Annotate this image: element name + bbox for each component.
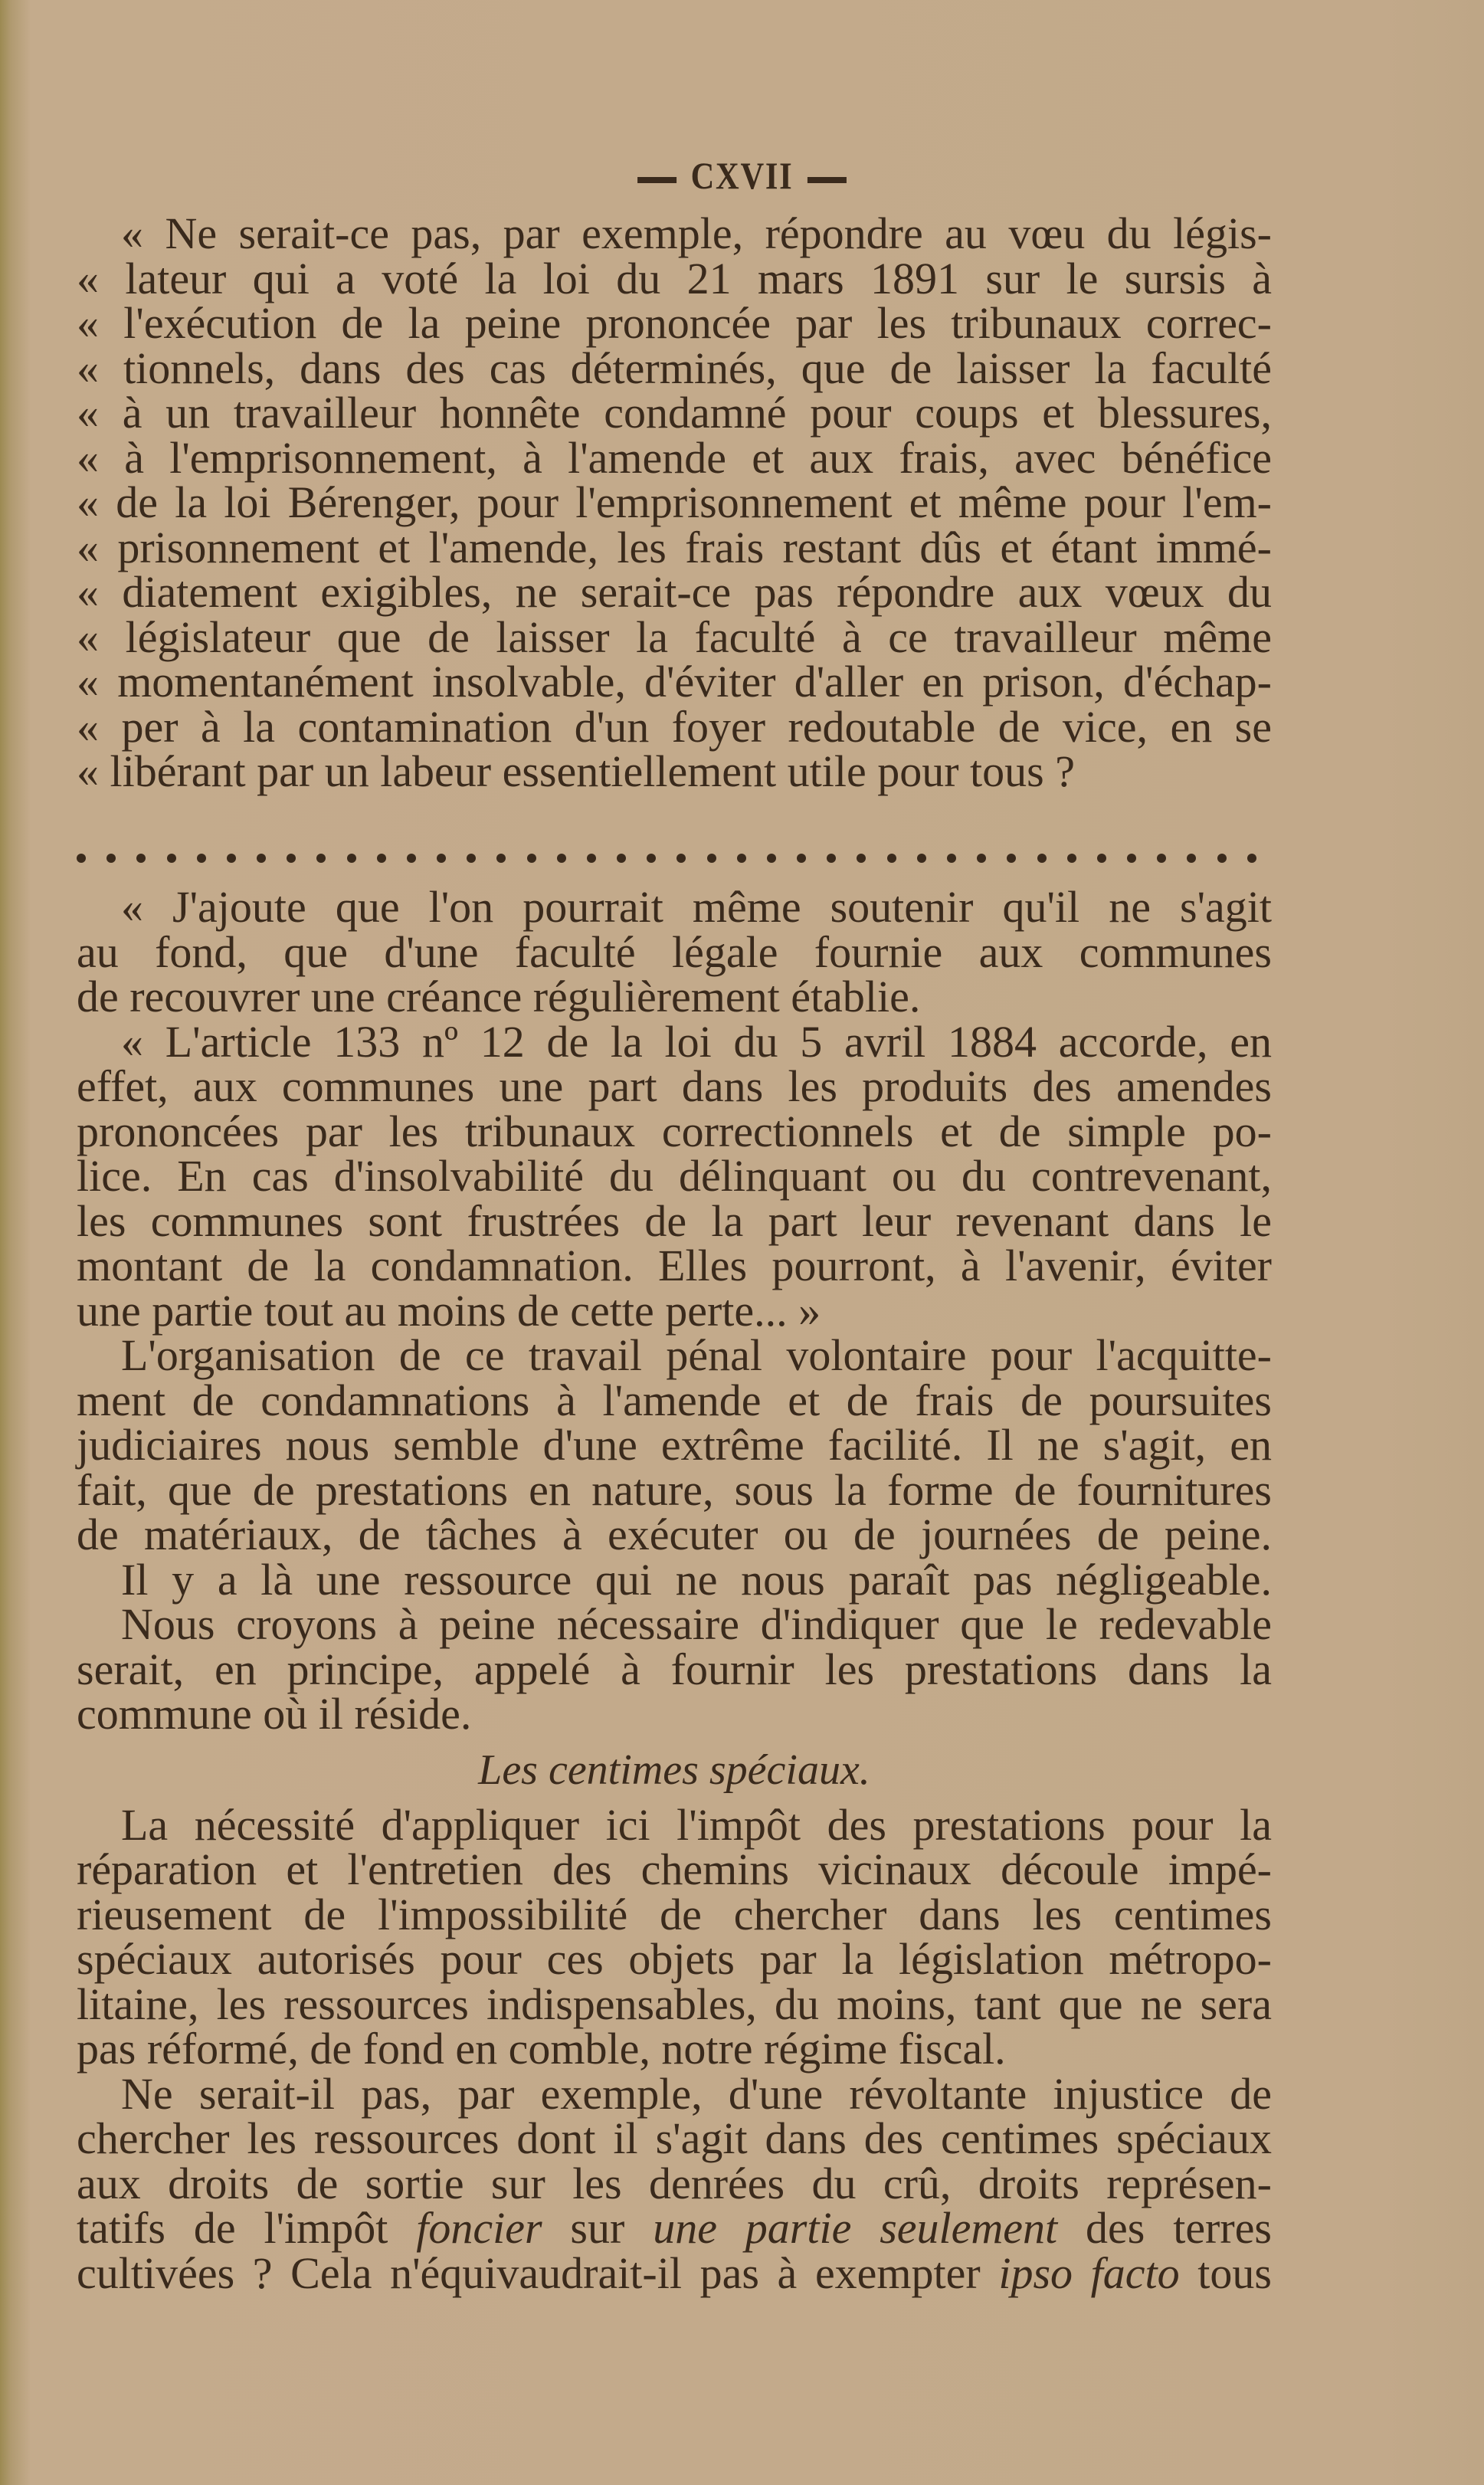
dot	[1037, 854, 1047, 863]
quote-line: « per à la contamination d'un foyer redoutable de vice, en se	[77, 701, 1272, 752]
dot	[977, 854, 986, 863]
dotted-separator	[77, 835, 1272, 881]
dot	[347, 854, 356, 863]
dot	[377, 854, 386, 863]
dot	[737, 854, 746, 863]
dot	[527, 854, 536, 863]
dot	[1127, 854, 1136, 863]
dot	[857, 854, 866, 863]
dot	[707, 854, 716, 863]
body-line: ment de condamnations à l'amende et de frais de poursuites	[77, 1375, 1272, 1425]
header-dash-right	[808, 177, 847, 183]
section-line	[77, 2158, 1272, 2208]
dot	[676, 854, 686, 863]
dot	[1187, 854, 1196, 863]
body-line: judiciaires nous semble d'une extrême facilité. Il ne s'agit, en	[77, 1420, 1272, 1470]
dot	[617, 854, 626, 863]
dot	[1217, 854, 1227, 863]
dot	[197, 854, 206, 863]
section-line	[77, 2113, 1272, 2163]
dot	[947, 854, 956, 863]
text-run: cultivées ? Cela n'équivaudrait-il pas à exempter	[77, 2247, 999, 2298]
dot	[167, 854, 176, 863]
quote-line: « Ne serait-ce pas, par exemple, répondre au vœu du légis-	[121, 208, 1272, 258]
quote-line: prononcées par les tribunaux correctionnels et de simple po-	[77, 1106, 1272, 1156]
italic-text: foncier	[416, 2203, 542, 2253]
quote-line: au fond, que d'une faculté légale fournie aux communes	[77, 926, 1272, 977]
text-run: tous	[1179, 2247, 1272, 2298]
text-run: Ne serait-il pas, par exemple, d'une révoltante injustice de	[121, 2068, 1272, 2119]
quote-block-2	[77, 882, 1273, 2298]
body-line: serait, en principe, appelé à fournir les prestations dans la	[77, 1644, 1272, 1694]
body-line: de matériaux, de tâches à exécuter ou de journées de peine.	[77, 1510, 1272, 1559]
dot	[1097, 854, 1106, 863]
dot	[136, 854, 146, 863]
text-run: des terres	[1057, 2203, 1273, 2253]
body-line: Nous croyons à peine nécessaire d'indiquer que le redevable	[121, 1599, 1272, 1649]
quote-line: lice. En cas d'insolvabilité du délinquant ou du contrevenant,	[77, 1151, 1272, 1201]
section-line	[77, 2247, 1272, 2298]
dot	[1007, 854, 1016, 863]
dot	[467, 854, 476, 863]
section-line: réparation et l'entretien des chemins vicinaux découle impé-	[77, 1844, 1272, 1894]
quote-line: « diatement exigibles, ne serait-ce pas répondre aux vœux du	[77, 567, 1272, 617]
dot	[257, 854, 266, 863]
section-line: rieusement de l'impossibilité de chercher dans les centimes	[77, 1889, 1272, 1939]
section-line: La nécessité d'appliquer ici l'impôt des prestations pour la	[121, 1799, 1272, 1850]
section-line	[77, 2068, 1272, 2119]
dot	[496, 854, 506, 863]
quote-block-1	[77, 208, 1272, 796]
italic-text: ipso facto	[998, 2247, 1180, 2298]
dot	[887, 854, 896, 863]
body-line: Il y a là une ressource qui ne nous paraît pas négligeable.	[121, 1554, 1272, 1605]
dot	[557, 854, 566, 863]
italic-text: une partie seulement	[653, 2203, 1058, 2253]
dot	[647, 854, 656, 863]
ellipsis-dots	[77, 835, 1256, 881]
quote-line: « à l'emprisonnement, à l'amende et aux frais, avec bénéfice	[77, 432, 1272, 483]
quote-line: montant de la condamnation. Elles pourront, à l'avenir, éviter	[77, 1241, 1272, 1290]
body-line: L'organisation de ce travail pénal volontaire pour l'acquitte-	[121, 1330, 1272, 1380]
body-line: fait, que de prestations en nature, sous la forme de fournitures	[77, 1464, 1272, 1515]
dot	[407, 854, 416, 863]
section-heading: Les centimes spéciaux.	[478, 1746, 870, 1794]
section-line: litaine, les ressources indispensables, du moins, tant que ne sera	[77, 1978, 1272, 2029]
section-line: pas réformé, de fond en comble, notre régime fiscal.	[77, 2024, 1006, 2074]
quote-line: « l'exécution de la peine prononcée par les tribunaux correc-	[77, 298, 1272, 348]
text-run: aux droits de sortie sur les denrées du crû, droits représen-	[77, 2158, 1272, 2208]
quote-line: effet, aux communes une part dans les produits des amendes	[77, 1061, 1272, 1111]
quote-line: « législateur que de laisser la faculté à ce travailleur même	[77, 611, 1272, 662]
quote-line: « J'ajoute que l'on pourrait même soutenir qu'il ne s'agit	[121, 882, 1272, 932]
dot	[106, 854, 116, 863]
dot	[437, 854, 446, 863]
dot	[917, 854, 926, 863]
header-dash-left	[637, 177, 676, 183]
dot	[767, 854, 776, 863]
dot	[797, 854, 806, 863]
dot	[827, 854, 836, 863]
dot	[77, 854, 86, 863]
text-run: sur	[542, 2203, 654, 2253]
dot	[587, 854, 596, 863]
body-line: commune où il réside.	[77, 1689, 472, 1739]
dot	[1067, 854, 1076, 863]
quote-line: de recouvrer une créance régulièrement établie.	[77, 972, 921, 1021]
dot	[1247, 854, 1256, 863]
dot	[227, 854, 236, 863]
dot	[316, 854, 326, 863]
quote-line: « à un travailleur honnête condamné pour coups et blessures,	[77, 388, 1272, 438]
quote-line: les communes sont frustrées de la part leur revenant dans le	[77, 1195, 1272, 1246]
page-number: CXVII	[690, 154, 794, 197]
quote-line: une partie tout au moins de cette perte... »	[77, 1285, 821, 1336]
page-header	[111, 153, 1372, 198]
quote-line: « de la loi Bérenger, pour l'emprisonnement et même pour l'em-	[77, 477, 1272, 527]
quote-line: « libérant par un labeur essentiellement utile pour tous ?	[77, 746, 1075, 796]
section-line	[77, 2203, 1273, 2253]
text-run: chercher les ressources dont il s'agit dans des centimes spéciaux	[77, 2113, 1272, 2163]
section-line: spéciaux autorisés pour ces objets par la législation métropo-	[77, 1934, 1272, 1984]
dot	[287, 854, 296, 863]
quote-line: « momentanément insolvable, d'éviter d'aller en prison, d'échap-	[77, 657, 1272, 706]
quote-line: « lateur qui a voté la loi du 21 mars 1891 sur le sursis à	[77, 253, 1272, 303]
quote-line: « prisonnement et l'amende, les frais restant dûs et étant immé-	[77, 522, 1272, 572]
quote-line: « tionnels, dans des cas déterminés, que de laisser la faculté	[77, 343, 1272, 393]
dot	[1157, 854, 1166, 863]
quote-line: « L'article 133 nº 12 de la loi du 5 avril 1884 accorde, en	[121, 1016, 1272, 1067]
text-run: tatifs de l'impôt	[77, 2203, 417, 2253]
